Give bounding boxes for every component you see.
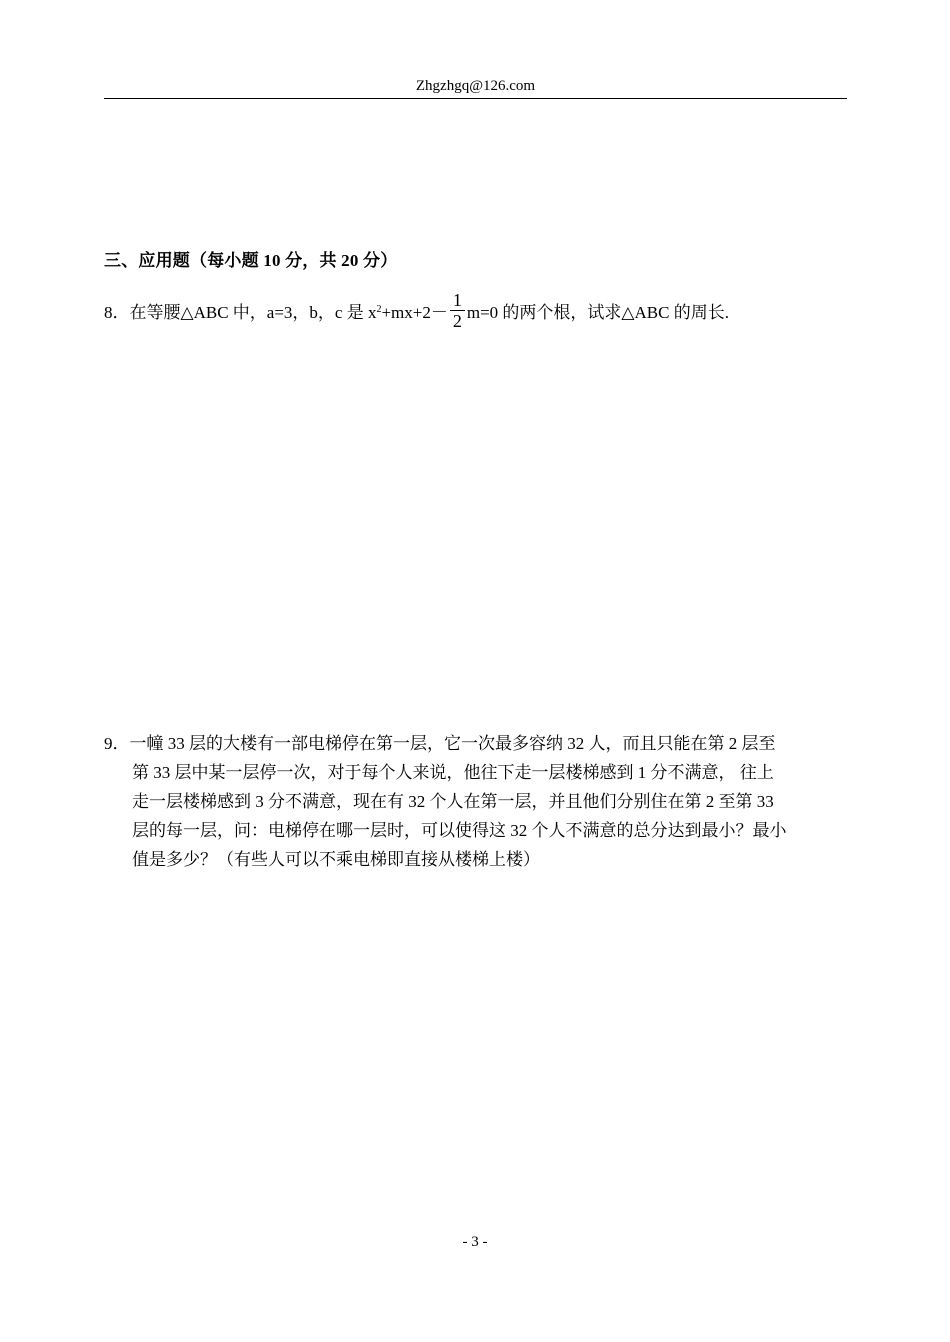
fraction-numerator: 1 — [452, 289, 462, 310]
q9-line: 第 33 层中某一层停一次，对于每个人来说，他往下走一层楼梯感到 1 分不满意， 往上 — [132, 763, 774, 782]
q8-text-part3: m=0 的两个根，试求△ABC 的周长. — [466, 302, 729, 322]
question-8: 8．在等腰△ABC 中，a=3，b，c 是 x 2 +mx+2－ $\frac{1}{2}$ m=0 的两个根，试求△ABC 的周长. — [104, 289, 729, 331]
question-9 — [104, 729, 849, 874]
q8-fraction — [450, 290, 465, 331]
page-header — [104, 76, 847, 99]
section-title: 三、应用题（每小题 10 分，共 20 分） — [104, 251, 398, 270]
q8-text-part2: +mx+2－ — [381, 302, 448, 322]
header-email: Zhgzhgq@126.com — [415, 78, 536, 94]
q8-text-part1: 8．在等腰△ABC 中，a=3，b，c 是 x — [104, 302, 377, 322]
q9-line: 9．一幢 33 层的大楼有一部电梯停在第一层，它一次最多容纳 32 人，而且只能在第 2 层至 — [104, 734, 776, 753]
q9-line: 值是多少？（有些人可以不乘电梯即直接从楼梯上楼） — [132, 850, 540, 869]
q9-line: 层的每一层，问：电梯停在哪一层时，可以使得这 32 个人不满意的总分达到最小？最小 — [132, 821, 787, 840]
fraction-denominator: 2 — [450, 310, 465, 331]
q9-line: 走一层楼梯感到 3 分不满意，现在有 32 个人在第一层，并且他们分别住在第 2 至第 33 — [132, 792, 774, 811]
page-number: - 3 - — [462, 1234, 488, 1250]
